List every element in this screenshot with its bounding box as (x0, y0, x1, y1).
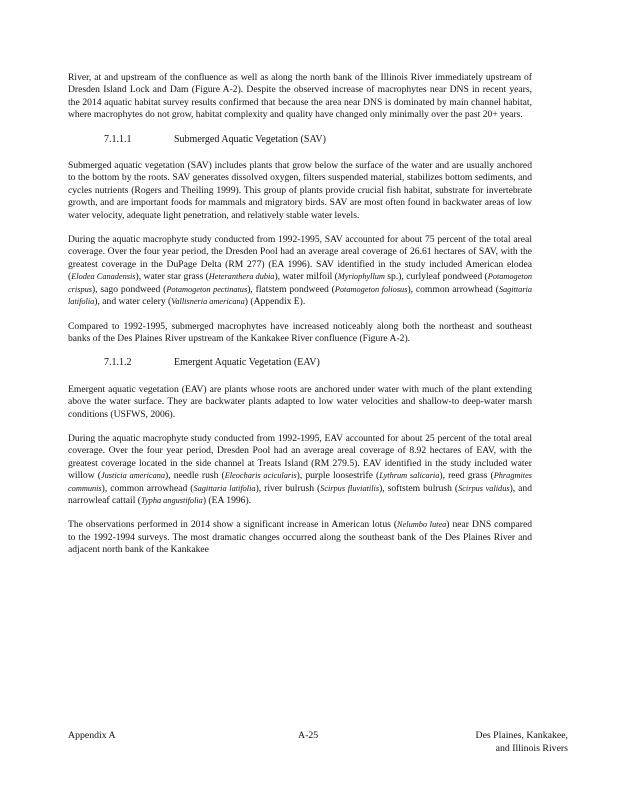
species-name: Lythrum salicaria (379, 471, 440, 481)
paragraph-sav-definition: Submerged aquatic vegetation (SAV) includes plants that grow below the surface of the water and are usually anchored to the bottom by the roots. SAV generates dissolved oxygen, filters suspended material, stabilizes bottom sediments, and cycles nutrients (Rogers and Theiling 1999). This group of plants provide crucial fish habitat, substrate for invertebrate growth, and are important foods for mammals and migratory birds. SAV are most often found in backwater areas of low water velocity, adequate light penetration, and relatively stable water levels. (68, 160, 532, 221)
section-title: Submerged Aquatic Vegetation (SAV) (174, 133, 326, 145)
species-name: Sagittaria latifolia (68, 284, 533, 307)
section-heading-eav (104, 357, 532, 369)
paragraph-sav-comparison: Compared to 1992-1995, submerged macrophytes have increased noticeably along both the northeast and southeast banks of the Des Plaines River upstream of the Kankakee River confluence (Figure A-2). (68, 320, 532, 344)
species-name: Heteranthera dubia (208, 272, 275, 282)
species-name: Typha angustifolia (140, 495, 203, 505)
species-name: Elodea Canadensis (71, 272, 136, 282)
section-number: 7.1.1.1 (104, 133, 132, 145)
species-name: Scirpus validus (458, 483, 510, 493)
section-title: Emergent Aquatic Vegetation (EAV) (174, 357, 320, 369)
species-name: Justicia americana (100, 471, 166, 481)
paragraph-lotus-observations (68, 519, 532, 556)
species-name: Myriophyllum (337, 272, 385, 282)
text-run: ), sago pondweed ( (91, 283, 167, 295)
section-number: 7.1.1.2 (104, 357, 132, 369)
species-name: Nelumbo lutea (397, 520, 447, 530)
footer-title-line: and Illinois Rivers (495, 743, 568, 754)
text-run: ), river bulrush ( (255, 482, 321, 494)
text-run: ), common arrowhead ( (407, 283, 499, 295)
text-run: ), purple loosestrife ( (296, 470, 380, 482)
species-name: Potamogeton pectinatus (166, 284, 248, 294)
text-run: ), and water celery ( (94, 296, 172, 308)
text-run: ), softstem bulrush ( (379, 482, 459, 494)
text-run: ), and narrowleaf cattail ( (68, 482, 533, 506)
footer-appendix-label: Appendix A (68, 730, 116, 741)
paragraph-sav-study (68, 234, 532, 308)
footer-document-title (476, 729, 569, 755)
page-content (68, 72, 532, 569)
footer-title-line: Des Plaines, Kankakee, (475, 730, 568, 741)
text-run: ), common arrowhead ( (101, 482, 194, 494)
paragraph-river-confluence: River, at and upstream of the confluence as well as along the north bank of the Illinois River immediately upstream of Dresden Island Lock and Dam (Figure A-2). Despite the observed increase of macrophytes near DNS in recent years, the 2014 aquatic habitat survey results confirmed that because the area near DNS is dominated by main channel habitat, where macrophytes do not grow, habitat complexity and quality have changed only minimally over the past 20+ years. (68, 72, 532, 121)
section-heading-sav (104, 134, 532, 146)
text-run: ), flatstem pondweed ( (247, 283, 335, 295)
text-run: During the aquatic macrophyte study conducted from 1992-1995, EAV accounted for about 25 percent of the total areal coverage. Over the four year period, Dresden Pool had an average areal coverage of 8.92 hectares of EAV, with the greatest coverage located in the side channel at Treats Island (RM 279.5). EAV identified in the study included water willow ( (68, 432, 532, 482)
text-run: ), water milfoil ( (274, 271, 338, 283)
species-name: Phragmites communis (68, 471, 532, 493)
text-run: sp.), curlyleaf pondweed ( (384, 271, 488, 283)
text-run: ), needle rush ( (165, 470, 225, 482)
species-name: Potamogeton crispus (68, 272, 532, 294)
species-name: Sagittaria latifolia (193, 483, 256, 493)
species-name: Eleocharis acicularis (224, 471, 297, 481)
text-run: ) near DNS compared to the 1992-1994 surveys. The most dramatic changes occurred along the southeast bank of the Des Plaines River and adjacent north bank of the Kankakee (68, 519, 532, 556)
text-run: ), water star grass ( (135, 271, 209, 283)
paragraph-eav-study (68, 433, 532, 507)
text-run: The observations performed in 2014 show a significant increase in American lotus ( (68, 519, 398, 531)
footer-page-number: A-25 (298, 730, 319, 741)
species-name: Potamogeton foliosus (334, 284, 408, 294)
paragraph-eav-definition: Emergent aquatic vegetation (EAV) are plants whose roots are anchored under water with much of the plant extending above the water surface. They are backwater plants adapted to low water velocities and shallow-to deep-water marsh conditions (USFWS, 2006). (68, 383, 532, 420)
species-name: Vallisneria americana (171, 297, 245, 307)
text-run: During the aquatic macrophyte study conducted from 1992-1995, SAV accounted for about 75 percent of the total areal coverage. Over the four year period, the Dresden Pool had an average areal coverage of 26.61 hectares of SAV, with the greatest coverage in the DuPage Delta (RM 277) (EA 1996). SAV identified in the study included American elodea ( (68, 234, 532, 283)
text-run: ) (EA 1996). (202, 494, 252, 506)
species-name: Scirpus fluviatilis (320, 483, 380, 493)
text-run: ), reed grass ( (439, 470, 494, 482)
text-run: ) (Appendix E). (244, 296, 306, 308)
